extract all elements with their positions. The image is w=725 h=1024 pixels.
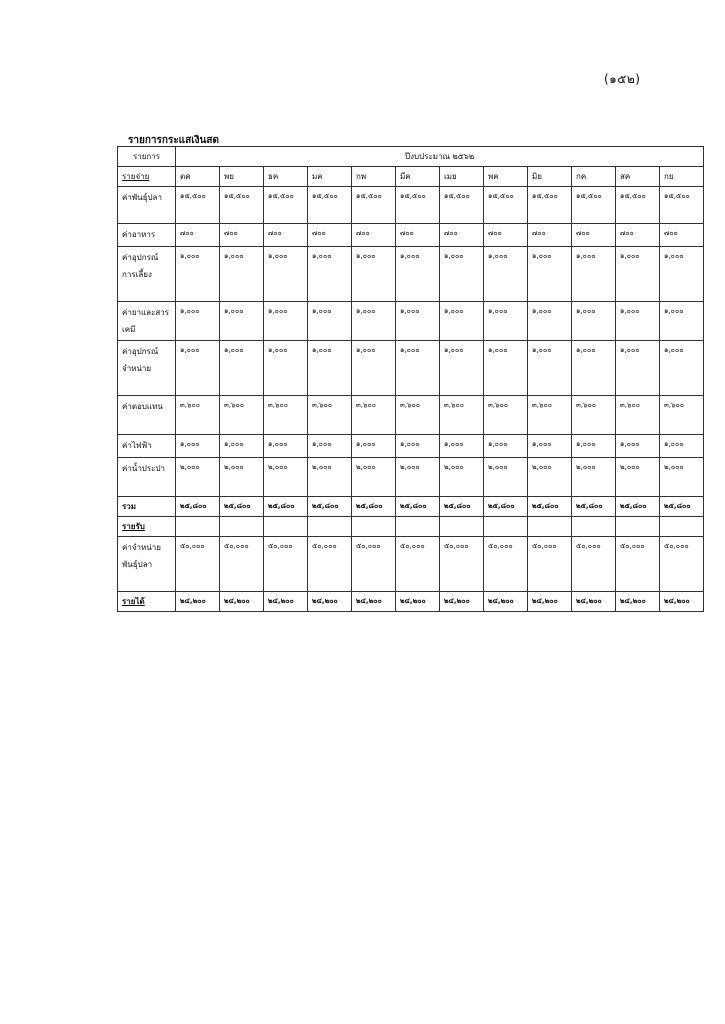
month-header: พค (484, 167, 528, 187)
expense-row (118, 396, 704, 435)
expense-row (118, 435, 704, 458)
expense-value: ๑,๐๐๐ (220, 435, 264, 458)
total-label: รวม (118, 497, 176, 517)
expense-value: ๑,๐๐๐ (396, 302, 440, 341)
expense-value: ๗๐๐ (484, 224, 528, 247)
expense-label: ค่าน้ำประปา (118, 458, 176, 497)
income-row (118, 537, 704, 592)
empty-cell (572, 517, 616, 537)
expense-value: ๑,๐๐๐ (352, 247, 396, 302)
empty-cell (176, 517, 220, 537)
expense-value: ๑,๐๐๐ (220, 302, 264, 341)
month-header: ธค (264, 167, 308, 187)
profit-value: ๒๔,๒๐๐ (528, 592, 572, 612)
expense-value: ๑,๐๐๐ (660, 247, 704, 302)
expense-row (118, 302, 704, 341)
total-value: ๒๕,๘๐๐ (308, 497, 352, 517)
expense-value: ๑,๐๐๐ (352, 302, 396, 341)
expense-value: ๑,๐๐๐ (484, 302, 528, 341)
empty-cell (264, 517, 308, 537)
expense-label: ค่าตอบแทน (118, 396, 176, 435)
expense-value: ๒,๐๐๐ (308, 458, 352, 497)
expense-value: ๑,๐๐๐ (660, 341, 704, 396)
month-header: มิย (528, 167, 572, 187)
expense-value: ๓,๖๐๐ (220, 396, 264, 435)
expense-value: ๑๕,๕๐๐ (528, 187, 572, 224)
expense-value: ๑,๐๐๐ (440, 247, 484, 302)
expense-value: ๑๕,๕๐๐ (616, 187, 660, 224)
expense-value: ๑๕,๕๐๐ (176, 187, 220, 224)
expense-value: ๓,๖๐๐ (572, 396, 616, 435)
profit-value: ๒๔,๒๐๐ (220, 592, 264, 612)
expense-label: ค่าพันธุ์ปลา (118, 187, 176, 224)
income-value: ๕๐,๐๐๐ (528, 537, 572, 592)
month-header: กค (572, 167, 616, 187)
income-item-label: ค่าจำหน่ายพันธุ์ปลา (118, 537, 176, 592)
month-header: มค (308, 167, 352, 187)
expense-value: ๑,๐๐๐ (220, 247, 264, 302)
profit-value: ๒๔,๒๐๐ (264, 592, 308, 612)
profit-value: ๒๔,๒๐๐ (616, 592, 660, 612)
profit-label: รายได้ (118, 592, 176, 612)
expense-value: ๑๕,๕๐๐ (308, 187, 352, 224)
profit-value: ๒๔,๒๐๐ (660, 592, 704, 612)
empty-cell (220, 517, 264, 537)
expense-label: ค่าไฟฟ้า (118, 435, 176, 458)
expense-value: ๒,๐๐๐ (660, 458, 704, 497)
expense-label: ค่าอุปกรณ์จำหน่าย (118, 341, 176, 396)
expense-value: ๑,๐๐๐ (616, 435, 660, 458)
income-value: ๕๐,๐๐๐ (616, 537, 660, 592)
expense-value: ๓,๖๐๐ (352, 396, 396, 435)
month-header: มีค (396, 167, 440, 187)
total-value: ๒๕,๘๐๐ (176, 497, 220, 517)
expense-value: ๑,๐๐๐ (528, 341, 572, 396)
expense-value: ๑,๐๐๐ (308, 341, 352, 396)
expense-value: ๑,๐๐๐ (440, 302, 484, 341)
expense-value: ๑๕,๕๐๐ (352, 187, 396, 224)
empty-cell (528, 517, 572, 537)
expense-label: ค่าอาหาร (118, 224, 176, 247)
header-row (118, 147, 704, 167)
table-title: รายการกระแสเงินสด (128, 135, 219, 146)
expense-value: ๑๕,๕๐๐ (440, 187, 484, 224)
expense-value: ๑,๐๐๐ (484, 341, 528, 396)
profit-value: ๒๔,๒๐๐ (308, 592, 352, 612)
expense-value: ๑,๐๐๐ (264, 247, 308, 302)
expense-value: ๑๕,๕๐๐ (396, 187, 440, 224)
expense-value: ๒,๐๐๐ (176, 458, 220, 497)
expense-value: ๓,๖๐๐ (396, 396, 440, 435)
expense-value: ๗๐๐ (352, 224, 396, 247)
income-value: ๕๐,๐๐๐ (308, 537, 352, 592)
expense-row (118, 341, 704, 396)
expense-value: ๓,๖๐๐ (264, 396, 308, 435)
expense-value: ๓,๖๐๐ (616, 396, 660, 435)
expense-row (118, 458, 704, 497)
income-value: ๕๐,๐๐๐ (440, 537, 484, 592)
expense-value: ๑,๐๐๐ (396, 247, 440, 302)
income-value: ๕๐,๐๐๐ (264, 537, 308, 592)
expense-value: ๓,๖๐๐ (528, 396, 572, 435)
profit-value: ๒๔,๒๐๐ (352, 592, 396, 612)
income-label: รายรับ (118, 517, 176, 537)
expense-value: ๑,๐๐๐ (660, 435, 704, 458)
profit-value: ๒๔,๒๐๐ (440, 592, 484, 612)
profit-row (118, 592, 704, 612)
total-value: ๒๕,๘๐๐ (264, 497, 308, 517)
expense-value: ๑,๐๐๐ (572, 435, 616, 458)
expense-value: ๑,๐๐๐ (528, 302, 572, 341)
total-value: ๒๕,๘๐๐ (484, 497, 528, 517)
expense-value: ๗๐๐ (572, 224, 616, 247)
expense-value: ๗๐๐ (176, 224, 220, 247)
total-value: ๒๕,๘๐๐ (528, 497, 572, 517)
expense-value: ๑,๐๐๐ (264, 302, 308, 341)
expense-value: ๑๕,๕๐๐ (572, 187, 616, 224)
expense-value: ๑๕,๕๐๐ (660, 187, 704, 224)
total-row (118, 497, 704, 517)
expense-value: ๑,๐๐๐ (352, 435, 396, 458)
budget-year-header: ปีงบประมาณ ๒๕๖๒ (176, 147, 704, 167)
expense-value: ๑,๐๐๐ (176, 341, 220, 396)
expense-value: ๑,๐๐๐ (572, 302, 616, 341)
expense-value: ๑,๐๐๐ (352, 341, 396, 396)
expense-value: ๑,๐๐๐ (176, 302, 220, 341)
expense-value: ๗๐๐ (440, 224, 484, 247)
total-value: ๒๕,๘๐๐ (440, 497, 484, 517)
expense-row (118, 187, 704, 224)
expense-value: ๓,๖๐๐ (308, 396, 352, 435)
empty-cell (484, 517, 528, 537)
expense-value: ๒,๐๐๐ (396, 458, 440, 497)
total-value: ๒๕,๘๐๐ (396, 497, 440, 517)
total-value: ๒๕,๘๐๐ (660, 497, 704, 517)
expense-value: ๑,๐๐๐ (308, 435, 352, 458)
expense-value: ๗๐๐ (616, 224, 660, 247)
empty-cell (616, 517, 660, 537)
income-header-row (118, 517, 704, 537)
expense-value: ๑,๐๐๐ (616, 247, 660, 302)
expense-value: ๑,๐๐๐ (308, 247, 352, 302)
expense-value: ๑,๐๐๐ (176, 435, 220, 458)
month-header: กพ (352, 167, 396, 187)
total-value: ๒๕,๘๐๐ (352, 497, 396, 517)
profit-value: ๒๔,๒๐๐ (396, 592, 440, 612)
expense-value: ๒,๐๐๐ (264, 458, 308, 497)
empty-cell (308, 517, 352, 537)
expense-value: ๑,๐๐๐ (528, 247, 572, 302)
expense-value: ๒,๐๐๐ (440, 458, 484, 497)
month-header: ตค (176, 167, 220, 187)
expense-value: ๗๐๐ (264, 224, 308, 247)
month-header: พย (220, 167, 264, 187)
expense-value: ๑,๐๐๐ (440, 435, 484, 458)
total-value: ๒๕,๘๐๐ (616, 497, 660, 517)
empty-cell (352, 517, 396, 537)
items-header: รายการ (118, 147, 176, 167)
income-value: ๕๐,๐๐๐ (660, 537, 704, 592)
income-value: ๕๐,๐๐๐ (352, 537, 396, 592)
expense-value: ๑,๐๐๐ (616, 341, 660, 396)
expense-value: ๗๐๐ (308, 224, 352, 247)
month-header: สค (616, 167, 660, 187)
expense-value: ๒,๐๐๐ (484, 458, 528, 497)
expense-value: ๑,๐๐๐ (264, 435, 308, 458)
profit-value: ๒๔,๒๐๐ (572, 592, 616, 612)
month-header-row (118, 167, 704, 187)
profit-value: ๒๔,๒๐๐ (176, 592, 220, 612)
cash-flow-table (117, 146, 704, 612)
income-value: ๕๐,๐๐๐ (396, 537, 440, 592)
expense-value: ๓,๖๐๐ (484, 396, 528, 435)
expense-value: ๑,๐๐๐ (396, 341, 440, 396)
expense-value: ๑๕,๕๐๐ (220, 187, 264, 224)
expense-value: ๒,๐๐๐ (220, 458, 264, 497)
expense-value: ๗๐๐ (396, 224, 440, 247)
expense-value: ๒,๐๐๐ (352, 458, 396, 497)
expense-value: ๑,๐๐๐ (176, 247, 220, 302)
expense-value: ๗๐๐ (528, 224, 572, 247)
total-value: ๒๕,๘๐๐ (220, 497, 264, 517)
expense-row (118, 247, 704, 302)
total-value: ๒๕,๘๐๐ (572, 497, 616, 517)
expense-value: ๑๕,๕๐๐ (484, 187, 528, 224)
expense-value: ๓,๖๐๐ (660, 396, 704, 435)
expense-value: ๗๐๐ (660, 224, 704, 247)
expense-value: ๑,๐๐๐ (572, 247, 616, 302)
income-value: ๕๐,๐๐๐ (176, 537, 220, 592)
empty-cell (396, 517, 440, 537)
income-value: ๕๐,๐๐๐ (572, 537, 616, 592)
expense-value: ๑,๐๐๐ (484, 247, 528, 302)
expense-value: ๑,๐๐๐ (440, 341, 484, 396)
expense-value: ๓,๖๐๐ (176, 396, 220, 435)
expense-label: ค่าอุปกรณ์การเลี้ยง (118, 247, 176, 302)
income-value: ๕๐,๐๐๐ (484, 537, 528, 592)
expense-value: ๒,๐๐๐ (572, 458, 616, 497)
expense-value: ๑,๐๐๐ (396, 435, 440, 458)
expense-value: ๑,๐๐๐ (264, 341, 308, 396)
expense-value: ๑,๐๐๐ (484, 435, 528, 458)
expense-value: ๑,๐๐๐ (220, 341, 264, 396)
income-value: ๕๐,๐๐๐ (220, 537, 264, 592)
expense-value: ๑,๐๐๐ (572, 341, 616, 396)
expense-value: ๑๕,๕๐๐ (264, 187, 308, 224)
expense-value: ๑,๐๐๐ (616, 302, 660, 341)
expenses-label: รายจ่าย (118, 167, 176, 187)
page-number: (๑๕๒) (604, 72, 641, 86)
expense-value: ๑,๐๐๐ (660, 302, 704, 341)
empty-cell (660, 517, 704, 537)
expense-value: ๑,๐๐๐ (528, 435, 572, 458)
month-header: เมย (440, 167, 484, 187)
expense-value: ๒,๐๐๐ (616, 458, 660, 497)
expense-value: ๒,๐๐๐ (528, 458, 572, 497)
profit-value: ๒๔,๒๐๐ (484, 592, 528, 612)
month-header: กย (660, 167, 704, 187)
expense-value: ๗๐๐ (220, 224, 264, 247)
empty-cell (440, 517, 484, 537)
expense-row (118, 224, 704, 247)
expense-value: ๓,๖๐๐ (440, 396, 484, 435)
expense-value: ๑,๐๐๐ (308, 302, 352, 341)
expense-label: ค่ายาและสารเคมี (118, 302, 176, 341)
